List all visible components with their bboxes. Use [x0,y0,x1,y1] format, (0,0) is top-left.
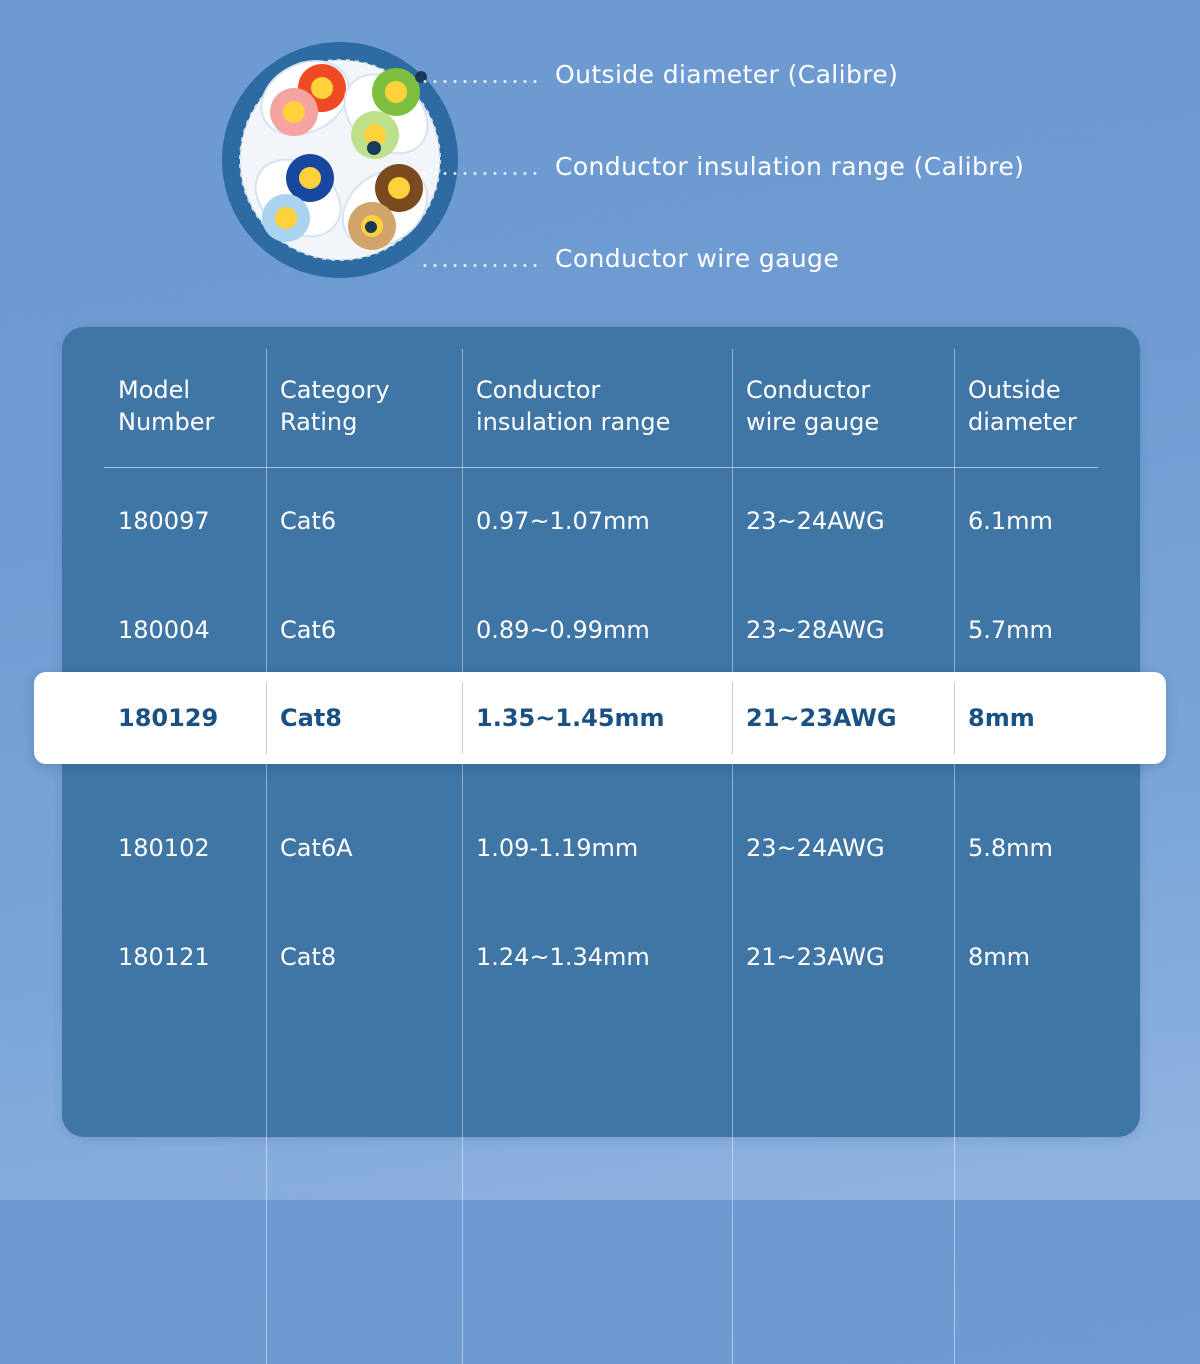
cable-diagram [0,0,1200,300]
cell-model-number: 180102 [118,834,210,863]
column-divider [266,682,267,754]
dotted-leader-icon [420,80,540,83]
cell-conductor-insulation-range: 0.89~0.99mm [476,616,650,645]
cell-outside-diameter: 5.8mm [968,834,1053,863]
callout-label: Conductor insulation range (Calibre) [555,152,1025,181]
column-header-conductor-insulation-range: Conductor insulation range [476,376,671,436]
column-header-category-rating: Category Rating [280,376,390,436]
column-divider [462,682,463,754]
highlighted-table-row [34,672,1166,764]
callout-list [420,52,1120,328]
callout-conductor-insulation-range [420,144,1120,236]
cell-category-rating: Cat8 [280,703,342,732]
column-header-conductor-wire-gauge: Conductor wire gauge [746,376,880,436]
cell-conductor-wire-gauge: 23~24AWG [746,834,885,863]
table-row [104,467,1098,576]
cell-conductor-wire-gauge: 23~28AWG [746,616,885,645]
cell-category-rating: Cat6 [280,616,337,645]
cell-conductor-wire-gauge: 23~24AWG [746,507,885,536]
cell-outside-diameter: 5.7mm [968,616,1053,645]
table-header-row [104,347,1098,467]
cell-category-rating: Cat6 [280,507,337,536]
cell-category-rating: Cat8 [280,943,337,972]
cell-outside-diameter: 8mm [968,703,1035,732]
cell-model-number: 180129 [118,703,219,732]
cell-outside-diameter: 8mm [968,943,1031,972]
callout-outside-diameter [420,52,1120,144]
cell-model-number: 180004 [118,616,210,645]
cell-outside-diameter: 6.1mm [968,507,1053,536]
table-row [104,576,1098,685]
cell-model-number: 180121 [118,943,210,972]
table-row [104,903,1098,1012]
callout-label: Conductor wire gauge [555,244,840,273]
cell-conductor-wire-gauge: 21~23AWG [746,703,897,732]
callout-label: Outside diameter (Calibre) [555,60,899,89]
callout-conductor-wire-gauge [420,236,1120,328]
cell-conductor-insulation-range: 1.24~1.34mm [476,943,650,972]
column-header-model-number: Model Number [118,376,215,436]
column-divider [954,682,955,754]
table-row [104,794,1098,903]
cell-conductor-wire-gauge: 21~23AWG [746,943,885,972]
cell-model-number: 180097 [118,507,210,536]
dotted-leader-icon [420,264,540,267]
cell-conductor-insulation-range: 0.97~1.07mm [476,507,650,536]
cell-conductor-insulation-range: 1.09-1.19mm [476,834,639,863]
header-divider [104,467,1098,468]
cell-category-rating: Cat6A [280,834,353,863]
column-divider [732,682,733,754]
dotted-leader-icon [420,172,540,175]
cell-conductor-insulation-range: 1.35~1.45mm [476,703,665,732]
column-header-outside-diameter: Outside diameter [968,376,1077,436]
